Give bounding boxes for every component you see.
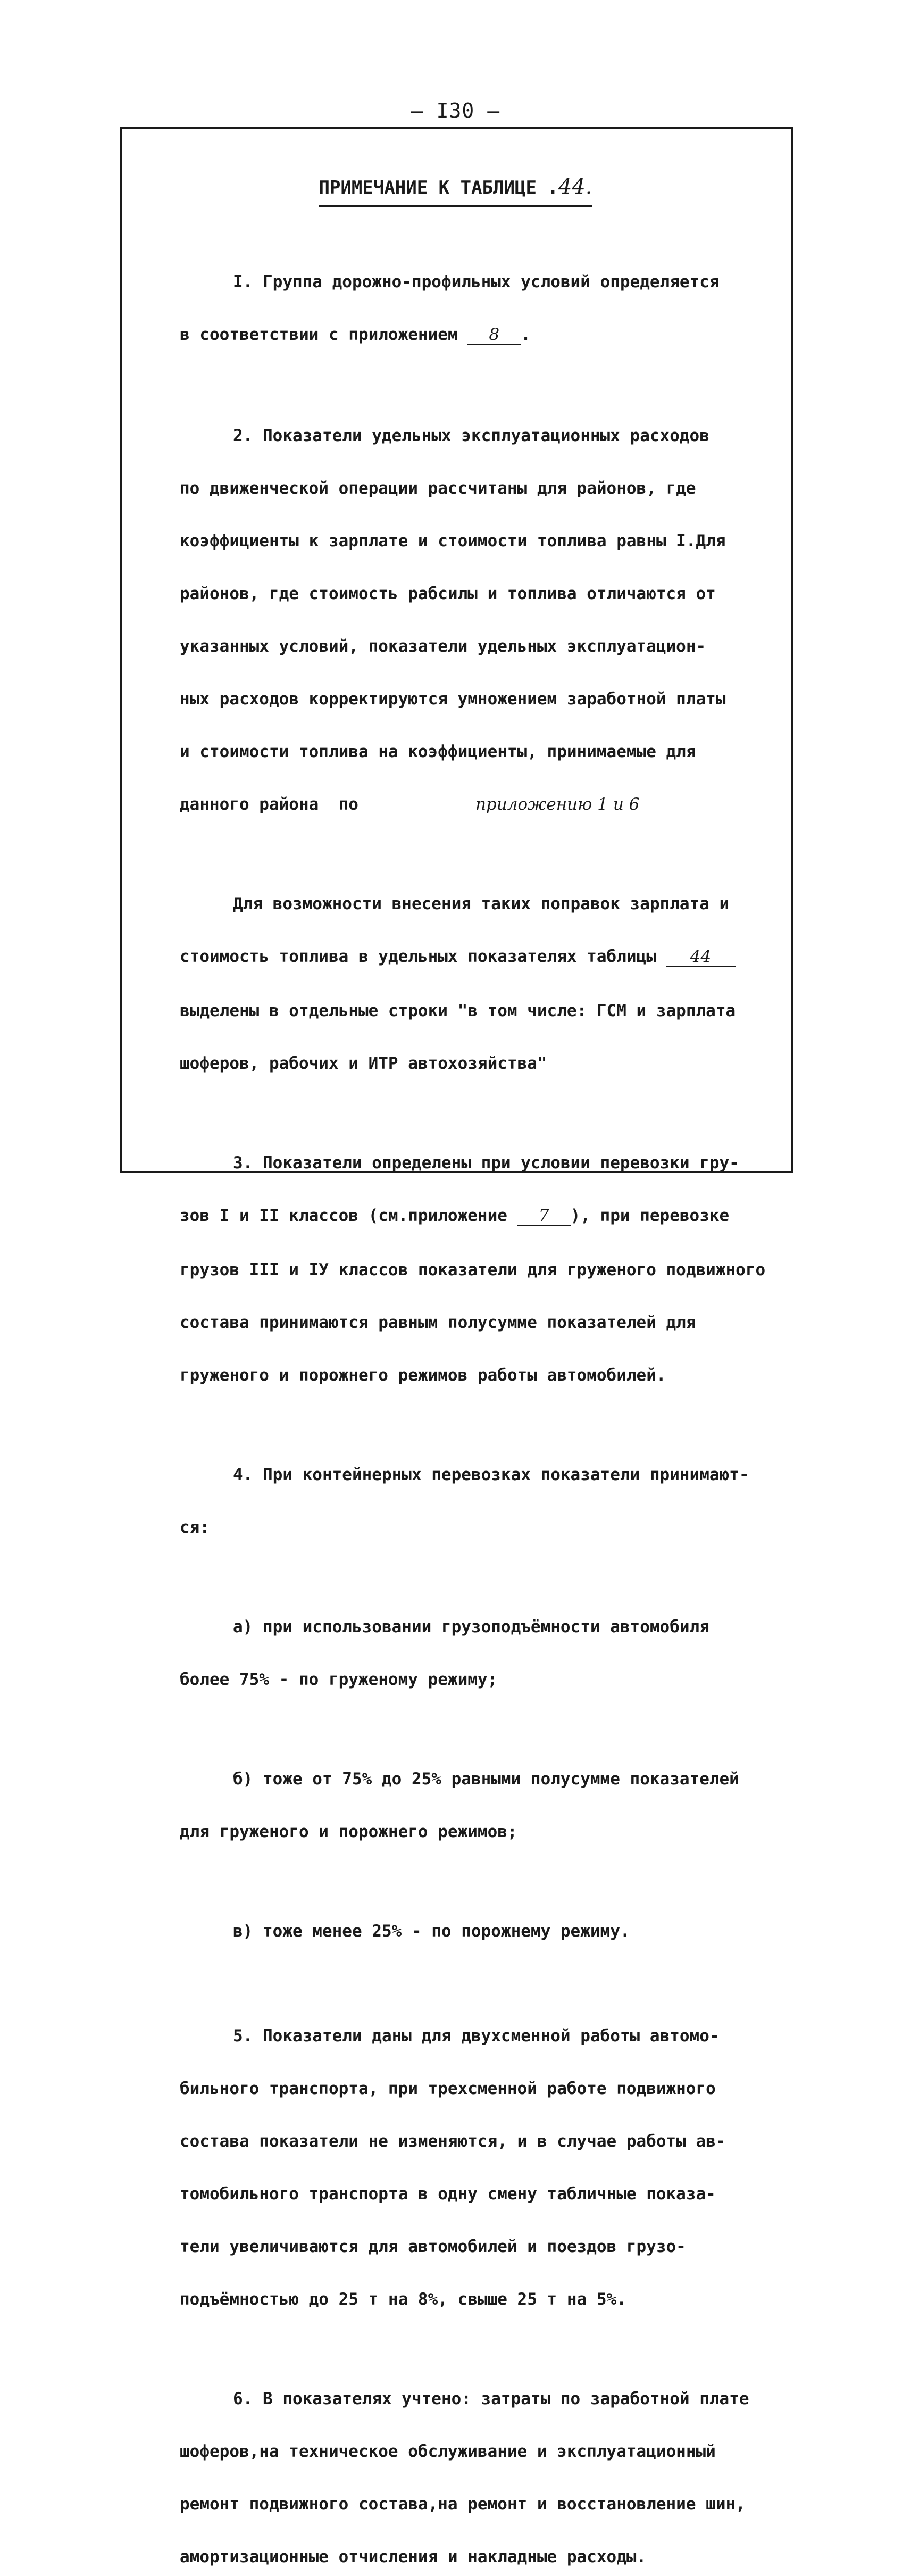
item-2-line-4: районов, где стоимость рабсилы и топлива отличаются от [180, 584, 716, 603]
item-6-line-1: 6. В показателях учтено: затраты по заработной плате [233, 2389, 749, 2408]
item-2b-line-2: стоимость топлива в удельных показателях таблицы 44 [180, 948, 770, 967]
item-4 [180, 1431, 770, 1572]
item-5-line-4: томобильного транспорта в одну смену табличные показа- [180, 2184, 716, 2204]
item-6-line-4: амортизационные отчисления и накладные расходы. [180, 2547, 647, 2566]
item-4a-line-1: а) при использовании грузоподъёмности автомобиля [233, 1617, 709, 1636]
item-1-line-1: I. Группа дорожно-профильных условий определяется [233, 272, 720, 292]
item-5-line-1: 5. Показатели даны для двухсменной работы автомо- [233, 2026, 720, 2046]
item-4-line-1: 4. При контейнерных перевозках показатели принимают- [233, 1465, 749, 1484]
item-6-line-3: ремонт подвижного состава,на ремонт и восстановление шин, [180, 2495, 746, 2514]
item-1-handwritten: 8 [467, 326, 521, 345]
item-2-line-7: и стоимости топлива на коэффициенты, принимаемые для [180, 742, 696, 761]
item-5-line-5: тели увеличиваются для автомобилей и поездов грузо- [180, 2237, 686, 2256]
item-2b-line-1: Для возможности внесения таких поправок зарплата и [233, 894, 730, 913]
item-3-line-5: груженого и порожнего режимов работы автомобилей. [180, 1366, 666, 1385]
item-5-line-2: бильного транспорта, при трехсменной работе подвижного [180, 2079, 716, 2098]
page-number: – I30 – [411, 99, 500, 122]
title-text: ПРИМЕЧАНИЕ К ТАБЛИЦЕ . [319, 177, 558, 198]
note-title [0, 174, 911, 199]
title-underlined [319, 174, 592, 207]
item-4b [180, 1735, 770, 1876]
item-1-line-2: в соответствии с приложением 8 . [180, 325, 531, 344]
item-4c-line-1: в) тоже менее 25% - по порожнему режиму. [233, 1922, 630, 1941]
item-4c [180, 1888, 770, 1975]
item-5 [180, 1992, 770, 2344]
item-2-line-3: коэффициенты к зарплате и стоимости топлива равны I.Для [180, 531, 726, 551]
item-6-line-2: шоферов,на техническое обслуживание и эксплуатационный [180, 2442, 716, 2461]
item-1 [180, 238, 770, 380]
item-4b-line-1: б) тоже от 75% до 25% равными полусумме показателей [233, 1769, 739, 1789]
item-3 [180, 1119, 770, 1419]
item-3-line-2: зов I и II классов (см.приложение 7 ), при перевозке [180, 1206, 730, 1225]
item-2-line-5: указанных условий, показатели удельных эксплуатацион- [180, 637, 706, 656]
item-2b-line-3: выделены в отдельные строки "в том числе: ГСМ и зарплата [180, 1001, 736, 1020]
item-2-line-1: 2. Показатели удельных эксплуатационных расходов [233, 426, 709, 445]
item-3-handwritten: 7 [517, 1207, 571, 1226]
item-4a-line-2: более 75% - по груженому режиму; [180, 1670, 498, 1689]
item-4-line-2: ся: [180, 1518, 210, 1537]
item-6 [180, 2355, 770, 2576]
item-3-line-3: грузов III и IУ классов показатели для груженого подвижного [180, 1260, 766, 1279]
item-2-line-8: данного района по приложению 1 и 6 [180, 795, 640, 814]
item-5-line-6: подъёмностью до 25 т на 8%, свыше 25 т на 5%. [180, 2290, 626, 2309]
item-2-line-6: ных расходов корректируются умножением заработной платы [180, 689, 726, 709]
item-3-line-4: состава принимаются равным полусумме показателей для [180, 1313, 696, 1332]
item-2 [180, 392, 770, 849]
item-2-handwritten: приложению 1 и 6 [475, 795, 640, 814]
item-2-continued [180, 860, 770, 1108]
item-4b-line-2: для груженого и порожнего режимов; [180, 1822, 517, 1841]
note-body [180, 238, 770, 2576]
item-2-line-2: по движенческой операции рассчитаны для районов, где [180, 479, 696, 498]
item-4a [180, 1583, 770, 1724]
item-3-line-1: 3. Показатели определены при условии перевозки гру- [233, 1153, 739, 1173]
item-2b-handwritten: 44 [666, 948, 736, 967]
item-2b-line-4: шоферов, рабочих и ИТР автохозяйства" [180, 1054, 547, 1073]
title-handwritten-number: 44. [558, 174, 592, 199]
item-5-line-3: состава показатели не изменяются, и в случае работы ав- [180, 2132, 726, 2151]
